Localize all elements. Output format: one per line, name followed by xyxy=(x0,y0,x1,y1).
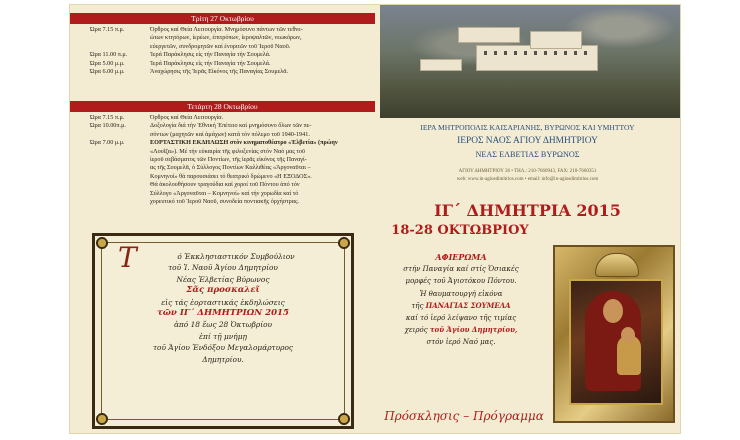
schedule-time xyxy=(90,131,150,139)
temple-location: ΝΕΑΣ ΕΛΒΕΤΙΑΣ ΒΥΡΩΝΟΣ xyxy=(475,150,580,159)
schedule-time xyxy=(90,156,150,164)
schedule-text: χορευτικό τοῦ Ἱεροῦ Ναοῦ, συνοδεία ποντιακῆς ὀρχήστρας. xyxy=(150,198,300,206)
dedication-text xyxy=(375,251,547,349)
day2-schedule xyxy=(90,114,372,206)
day2-heading: Τετάρτη 28 Οκτωβρίου xyxy=(70,101,375,112)
dedication-line: μορφές τοῦ Ἁγιοτόκου Πόντου. xyxy=(405,277,517,286)
schedule-time xyxy=(90,190,150,198)
program-title: Πρόσκλησις – Πρόγραμμα xyxy=(384,409,544,423)
schedule-time xyxy=(90,164,150,172)
schedule-row xyxy=(90,60,372,68)
schedule-text: Κομνηνοί» θά παρουσιάσει τό θεατρικό δρώμενο «Η ΕΞΟΔΟΣ». xyxy=(150,172,312,180)
invitation-line: Νέας Ἐλβετίας Βύρωνος xyxy=(176,274,270,284)
dedication-line: στήν Παναγία καί στίς Ὁσιακές xyxy=(403,265,519,274)
virgin-face xyxy=(603,299,623,323)
schedule-row xyxy=(90,181,372,189)
monastery-photo xyxy=(380,5,680,118)
invitation-line: τοῦ Ἁγίου Ἐνδόξου Μεγαλομάρτυρος xyxy=(152,343,294,353)
schedule-time: Ώρα 7.15 π.μ. xyxy=(90,114,125,121)
schedule-time: Ώρα 5.00 μ.μ. xyxy=(90,59,125,67)
invitation-line: τῶν ΙΓ΄ ΔΗΜΗΤΡΙΩΝ 2015 xyxy=(156,308,290,319)
invitation-line: τοῦ Ἱ. Ναοῦ Ἁγίου Δημητρίου xyxy=(168,263,278,273)
schedule-text: Ἀναχώρησις τῆς Ἱερᾶς Εἰκόνος τῆς Παναγίας Σουμελᾶ. xyxy=(150,68,289,76)
schedule-row xyxy=(90,34,372,42)
right-panel xyxy=(375,5,680,433)
schedule-time: Ώρα 11.00 π.μ. xyxy=(90,51,128,59)
schedule-row xyxy=(90,131,372,139)
invitation-line: ἀπό 18 ἕως 28 Ὀκτωβρίου xyxy=(173,320,273,330)
icon-panel xyxy=(569,279,663,405)
monastery-building xyxy=(420,59,462,71)
metropolis-name: ΙΕΡΑ ΜΗΤΡΟΠΟΛΙΣ ΚΑΙΣΑΡΙΑΝΗΣ, ΒΥΡΩΝΟΣ ΚΑΙ ΥΜΗΤΤΟΥ xyxy=(420,123,635,132)
schedule-time xyxy=(90,148,150,156)
schedule-time: Ώρα 7.15 π.μ. xyxy=(90,26,125,33)
invitation-line: εἰς τάς ἑορταστικάς ἐκδηλώσεις xyxy=(161,297,285,307)
dedication-heading: ΑΦΙΕΡΩΜΑ xyxy=(435,252,487,262)
schedule-text: Ἱερά Παράκλησις εἰς τήν Παναγία τήν Σουμελά. xyxy=(150,59,271,67)
schedule-text: εὐεργετῶν, συνδρομητῶν καί ἐνοριτῶν τοῦ Ἱεροῦ Ναοῦ. xyxy=(150,42,291,50)
ornament-corner-icon xyxy=(89,406,115,432)
dedication-line: στόν ἱερό Ναό μας. xyxy=(426,338,496,347)
schedule-text: ας τῆς Σουμελᾶ, ὁ Σύλλογος Ποντίων Καλλιθέας «Ἀργοναῦται – xyxy=(150,164,311,172)
temple-name: ΙΕΡΟΣ ΝΑΟΣ ΑΓΙΟΥ ΔΗΜΗΤΡΙΟΥ xyxy=(457,136,598,146)
schedule-row xyxy=(90,114,372,122)
schedule-row xyxy=(90,43,372,51)
schedule-row xyxy=(90,156,372,164)
ornament-corner-icon xyxy=(331,406,357,432)
schedule-time xyxy=(90,43,150,51)
invitation-initial: Τ xyxy=(118,241,137,274)
schedule-time: Ώρα 7.00 μ.μ. xyxy=(90,139,125,147)
dedication-line: Ἡ θαυματουργή εἰκόνα xyxy=(419,289,503,298)
festival-title: ΙΓ΄ ΔΗΜΗΤΡΙΑ 2015 xyxy=(434,201,621,220)
schedule-time: Ώρα 6.00 μ.μ. xyxy=(90,68,125,76)
schedule-row xyxy=(90,26,372,34)
contact-address: ΑΓΙΟΥ ΔΗΜΗΤΡΙΟΥ 36 • ΤΗΛ.: 210-7660943, FAX: 210-7660351 xyxy=(458,169,597,174)
schedule-text: Σύλλογο «Ἀργοναῦται – Κομνηνοί» καί τήν χορωδία καί τό xyxy=(150,189,299,197)
christ-child-face xyxy=(621,327,635,343)
schedule-text: Όρθρος καί Θεία Λειτουργία. xyxy=(150,114,224,121)
dedication-line: χειρός τοῦ Ἁγίου Δημητρίου, xyxy=(404,325,518,335)
schedule-time xyxy=(90,181,150,189)
invitation-line: ἐπί τῇ μνήμῃ xyxy=(199,331,247,341)
schedule-row xyxy=(90,68,372,76)
schedule-text: Δοξολογία διά τήν Ἐθνική Ἐπέτειο καί μνημόσυνο ὅλων τῶν πε- xyxy=(150,122,312,130)
soumela-icon-image xyxy=(553,245,675,423)
schedule-row xyxy=(90,139,372,147)
icon-crown xyxy=(595,253,639,277)
dedication-line: καί τό ἱερό λείψανο τῆς τιμίας xyxy=(405,314,517,323)
brochure-sheet xyxy=(70,5,680,433)
schedule-text: ΕΟΡΤΑΣΤΙΚΗ ΕΚΔΗΛΩΣΗ στόν κινηματοθέατρο «Ἐλβετία» (πρώην xyxy=(150,139,338,147)
monastery-building xyxy=(530,31,582,49)
schedule-row xyxy=(90,190,372,198)
schedule-text: Όρθρος καί Θεία Λειτουργία. Μνημόσυνο πάντων τῶν τεθνε- xyxy=(150,26,303,33)
invitation-text xyxy=(100,251,346,365)
left-panel xyxy=(70,5,375,433)
invitation-line: Σᾶς προσκαλεῖ xyxy=(186,285,260,296)
schedule-text: ἱεροῦ σεβάσματος τῶν Ποντίων, τῆς ἱερᾶς εἰκόνος τῆς Παναγί- xyxy=(150,156,307,164)
schedule-text: ώτων κτητόρων, ἱερέων, ἐπιτρόπων, ἱεροψαλτῶν, νεωκόρων, xyxy=(150,34,302,42)
schedule-row xyxy=(90,51,372,59)
dedication-line: τῆς ΠΑΝΑΓΙΑΣ ΣΟΥΜΕΛΑ xyxy=(411,300,511,310)
schedule-text: «Λουΐζα»). Μέ τήν εὐκαιρία τῆς φιλοξενίας στόν Ναό μας τοῦ xyxy=(150,147,306,155)
schedule-row xyxy=(90,198,372,206)
schedule-text: Θά ἀκολουθήσουν τραγούδια καί χοροί τοῦ Πόντου ἀπό τόν xyxy=(150,181,300,189)
schedule-time xyxy=(90,198,150,206)
schedule-row xyxy=(90,122,372,130)
day1-schedule xyxy=(90,26,372,76)
schedule-text: σόντων (μαχητῶν καί ἀμάχων) κατά τόν πόλεμο τοῦ 1940-1941. xyxy=(150,130,310,138)
invitation-line: Δημητρίου. xyxy=(202,354,244,364)
monastery-building xyxy=(458,27,520,43)
festival-dates: 18-28 ΟΚΤΩΒΡΙΟΥ xyxy=(391,223,529,238)
schedule-row xyxy=(90,148,372,156)
schedule-time: Ώρα 10.00π.μ. xyxy=(90,122,126,130)
invitation-line: ό Ἐκκλησιαστικόν Συμβούλιον xyxy=(177,252,295,261)
schedule-row xyxy=(90,164,372,172)
day1-heading: Τρίτη 27 Οκτωβρίου xyxy=(70,13,375,24)
schedule-row xyxy=(90,173,372,181)
schedule-text: Ἱερά Παράκλησις εἰς τήν Παναγία τήν Σουμελά. xyxy=(150,51,271,59)
schedule-time xyxy=(90,34,150,42)
schedule-time xyxy=(90,173,150,181)
contact-web: web: www.in-agiosdimitrios.com • email: info@in-agiosdimitrios.com xyxy=(456,177,599,182)
